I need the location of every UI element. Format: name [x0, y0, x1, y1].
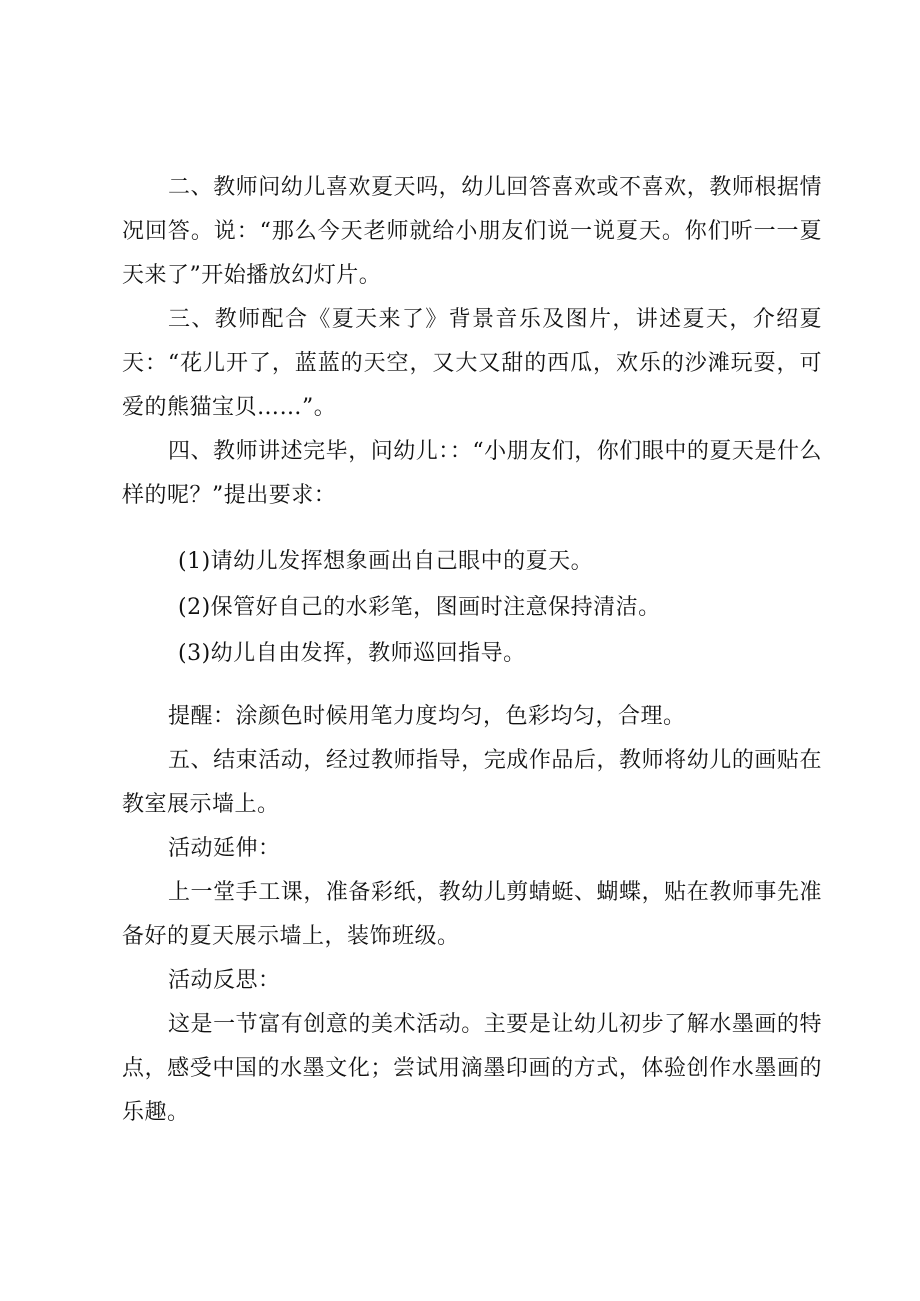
paragraph-step-four: 四、教师讲述完毕，问幼儿：：“小朋友们，你们眼中的夏天是什么样的呢？”提出要求：	[122, 439, 822, 508]
paragraph-step-three: 三、教师配合《夏天来了》背景音乐及图片，讲述夏天，介绍夏天：“花儿开了，蓝蓝的天空，又大又甜的西瓜，欢乐的沙滩玩耍，可爱的熊猫宝贝……”。	[122, 307, 822, 420]
requirement-item-1: (1)请幼儿发挥想象画出自己眼中的夏天。	[178, 549, 594, 574]
heading-activity-extension: 活动延伸：	[168, 836, 281, 861]
paragraph-activity-extension: 上一堂手工课，准备彩纸，教幼儿剪蜻蜓、蝴蝶，贴在教师事先准备好的夏天展示墙上，装饰班级。	[122, 880, 822, 949]
paragraph-step-five: 五、结束活动，经过教师指导，完成作品后，教师将幼儿的画贴在教室展示墙上。	[122, 748, 822, 817]
heading-activity-reflection: 活动反思：	[168, 968, 281, 993]
paragraph-activity-reflection: 这是一节富有创意的美术活动。主要是让幼儿初步了解水墨画的特点，感受中国的水墨文化；尝试用滴墨印画的方式，体验创作水墨画的乐趣。	[122, 1012, 822, 1125]
requirement-item-2: (2)保管好自己的水彩笔，图画时注意保持清洁。	[178, 595, 661, 620]
paragraph-step-two: 二、教师问幼儿喜欢夏天吗，幼儿回答喜欢或不喜欢，教师根据情况回答。说：“那么今天老师就给小朋友们说一说夏天。你们听一一夏天来了”开始播放幻灯片。	[122, 175, 822, 288]
requirement-item-3: (3)幼儿自由发挥，教师巡回指导。	[178, 641, 526, 666]
paragraph-reminder: 提醒：涂颜色时候用笔力度均匀，色彩均匀，合理。	[168, 704, 686, 729]
